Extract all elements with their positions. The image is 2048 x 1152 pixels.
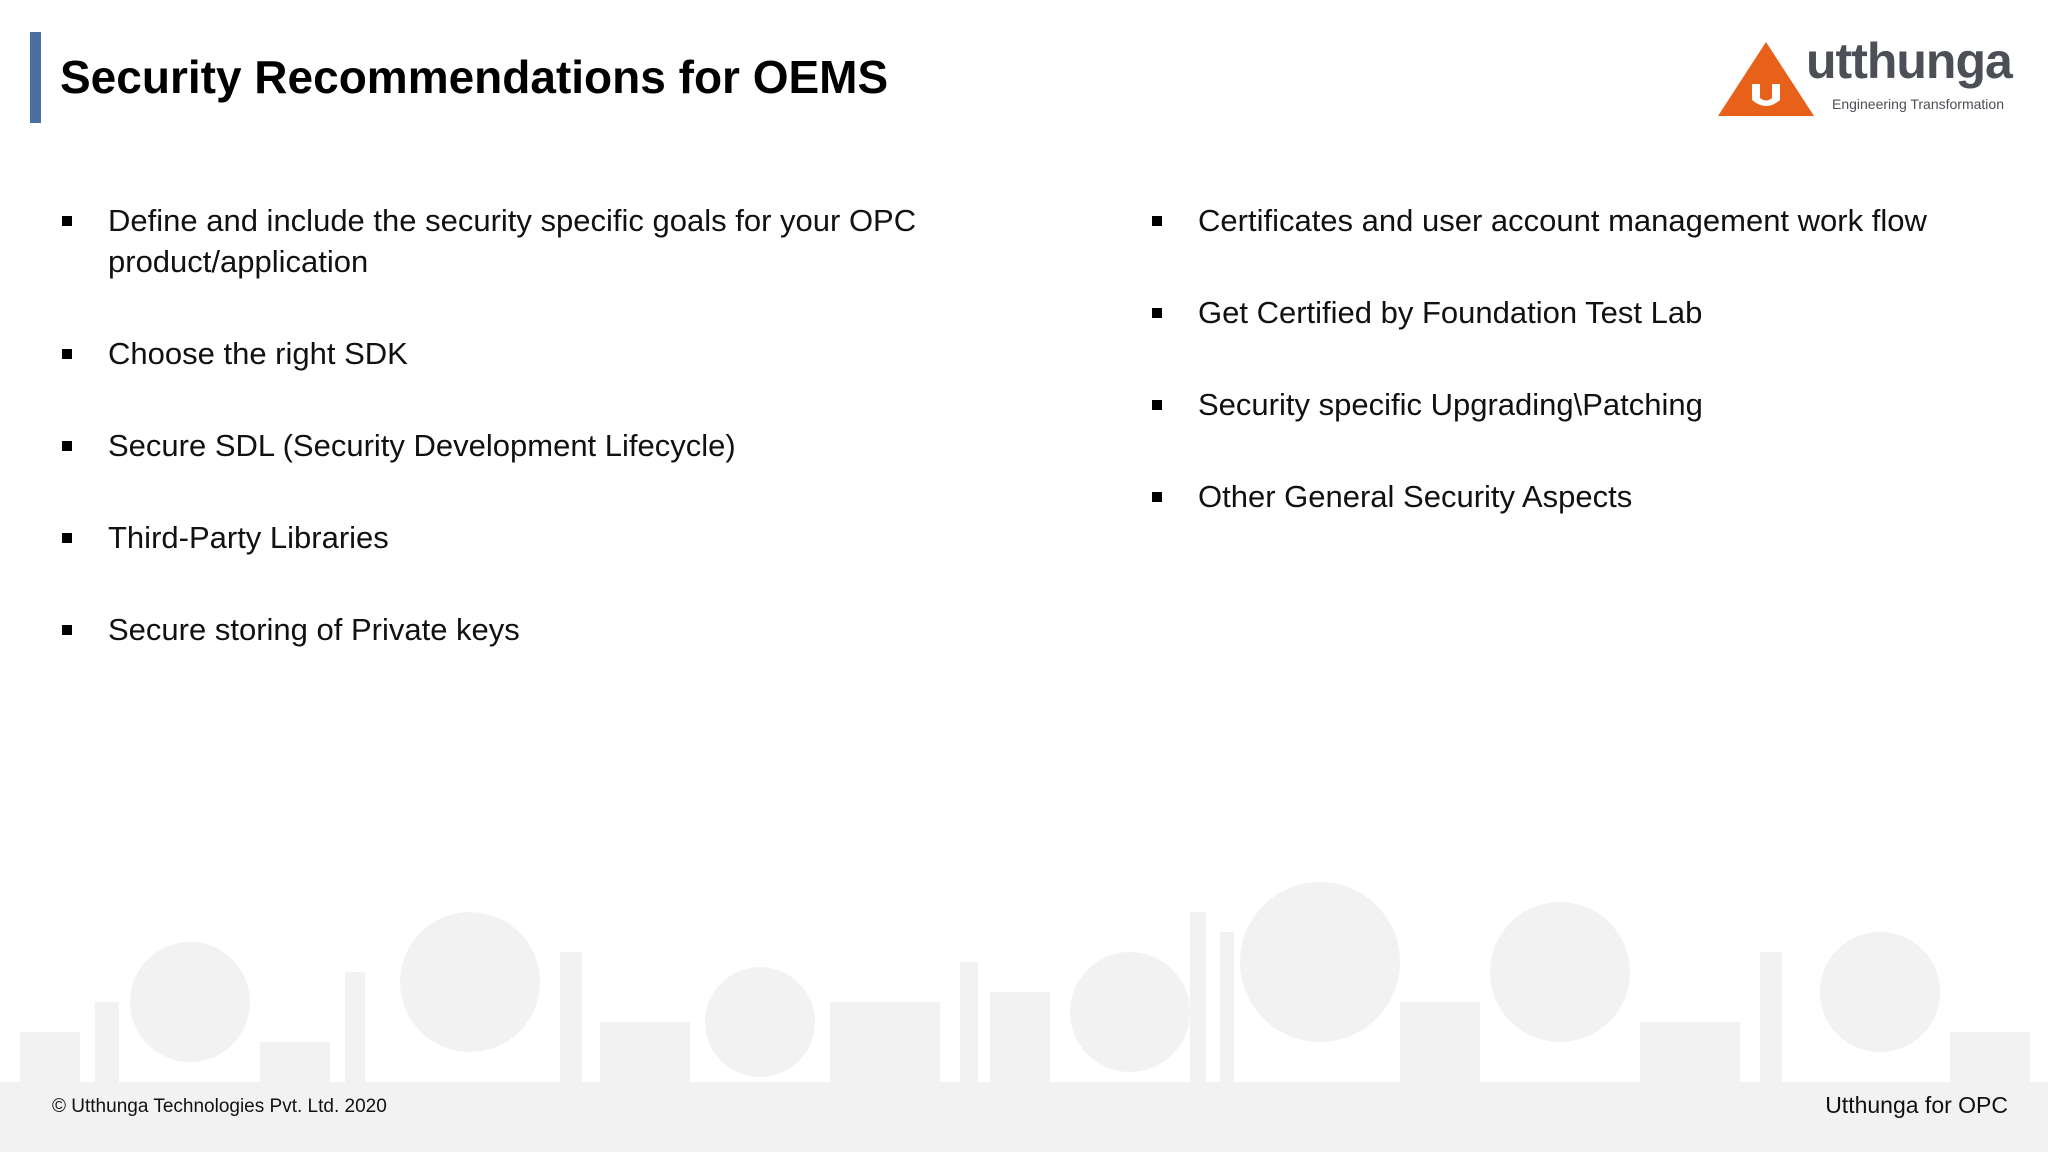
bullet-text: Secure storing of Private keys xyxy=(108,612,520,647)
bullet-text: Get Certified by Foundation Test Lab xyxy=(1198,295,1703,330)
bullet-text: Choose the right SDK xyxy=(108,336,408,371)
right-bullet-list xyxy=(1152,200,2032,568)
copyright-text: © Utthunga Technologies Pvt. Ltd. 2020 xyxy=(52,1096,387,1117)
list-item xyxy=(1152,476,2032,517)
square-bullet-icon xyxy=(62,625,72,635)
list-item xyxy=(62,200,962,282)
list-item xyxy=(62,425,962,466)
slide-title: Security Recommendations for OEMS xyxy=(60,51,889,103)
square-bullet-icon xyxy=(1152,492,1162,502)
bullet-text: Secure SDL (Security Development Lifecycle) xyxy=(108,428,736,463)
list-item xyxy=(1152,200,2032,241)
footer-label: Utthunga for OPC xyxy=(1825,1092,2008,1118)
square-bullet-icon xyxy=(62,533,72,543)
utthunga-logo xyxy=(1716,33,2016,118)
bullet-text: Security specific Upgrading\Patching xyxy=(1198,387,1703,422)
list-item xyxy=(62,517,962,558)
list-item xyxy=(62,609,962,650)
logo-tagline: Engineering Transformation xyxy=(1832,96,2004,112)
list-item xyxy=(1152,384,2032,425)
list-item xyxy=(1152,292,2032,333)
title-accent-bar xyxy=(30,32,41,123)
bullet-text: Other General Security Aspects xyxy=(1198,479,1633,514)
square-bullet-icon xyxy=(62,349,72,359)
bullet-text: Certificates and user account management work flow xyxy=(1198,203,1927,238)
bullet-text: Third-Party Libraries xyxy=(108,520,389,555)
square-bullet-icon xyxy=(62,216,72,226)
square-bullet-icon xyxy=(62,441,72,451)
logo-name: utthunga xyxy=(1806,33,2012,89)
bullet-text: Define and include the security specific goals for your OPC product/application xyxy=(108,203,917,279)
list-item xyxy=(62,333,962,374)
square-bullet-icon xyxy=(1152,400,1162,410)
square-bullet-icon xyxy=(1152,216,1162,226)
logo-triangle-icon xyxy=(1716,40,1816,116)
square-bullet-icon xyxy=(1152,308,1162,318)
left-bullet-list xyxy=(62,200,962,701)
